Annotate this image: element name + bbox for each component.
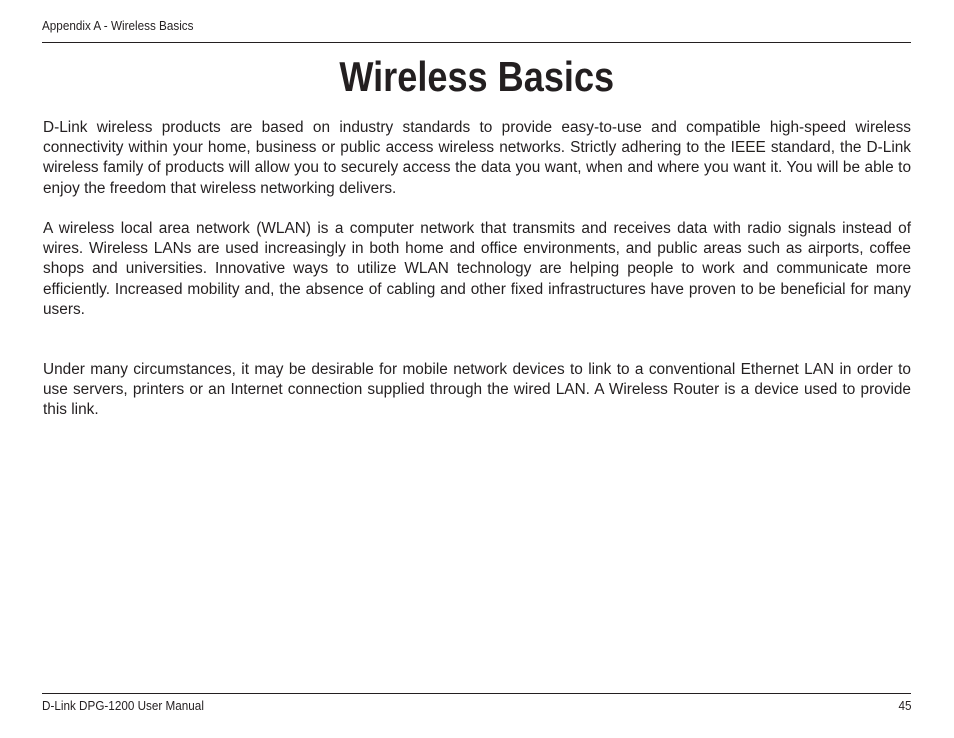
page-title [0, 52, 954, 102]
footer-manual-name: D-Link DPG-1200 User Manual [42, 698, 204, 713]
paragraph-intro: D-Link wireless products are based on industry standards to provide easy-to-use and compatible high-speed wireless connectivity within your home, business or public access wireless networks. Strictly adhering to the IEEE standard, the D-Link wireless family of products will allow you to securely access the data you want, when and where you want it. You will be able to enjoy the freedom that wireless networking delivers. [43, 119, 911, 197]
paragraph-router: Under many circumstances, it may be desirable for mobile network devices to link to a conventional Ethernet LAN in order to use servers, printers or an Internet connection supplied through the wired LAN. A Wireless Router is a device used to provide this link. [43, 361, 911, 419]
running-header: Appendix A - Wireless Basics [42, 18, 194, 33]
header-rule [42, 42, 911, 43]
paragraph-wlan: A wireless local area network (WLAN) is a computer network that transmits and receives data with radio signals instead of wires. Wireless LANs are used increasingly in both home and office environments, and public areas such as airports, coffee shops and universities. Innovative ways to utilize WLAN technology are helping people to work and communicate more efficiently. Increased mobility and, the absence of cabling and other fixed infrastructures have proven to be beneficial for many users. [43, 220, 911, 318]
footer-page-number: 45 [897, 698, 911, 713]
footer-rule [42, 693, 911, 694]
page-title-text: Wireless Basics [339, 53, 615, 100]
